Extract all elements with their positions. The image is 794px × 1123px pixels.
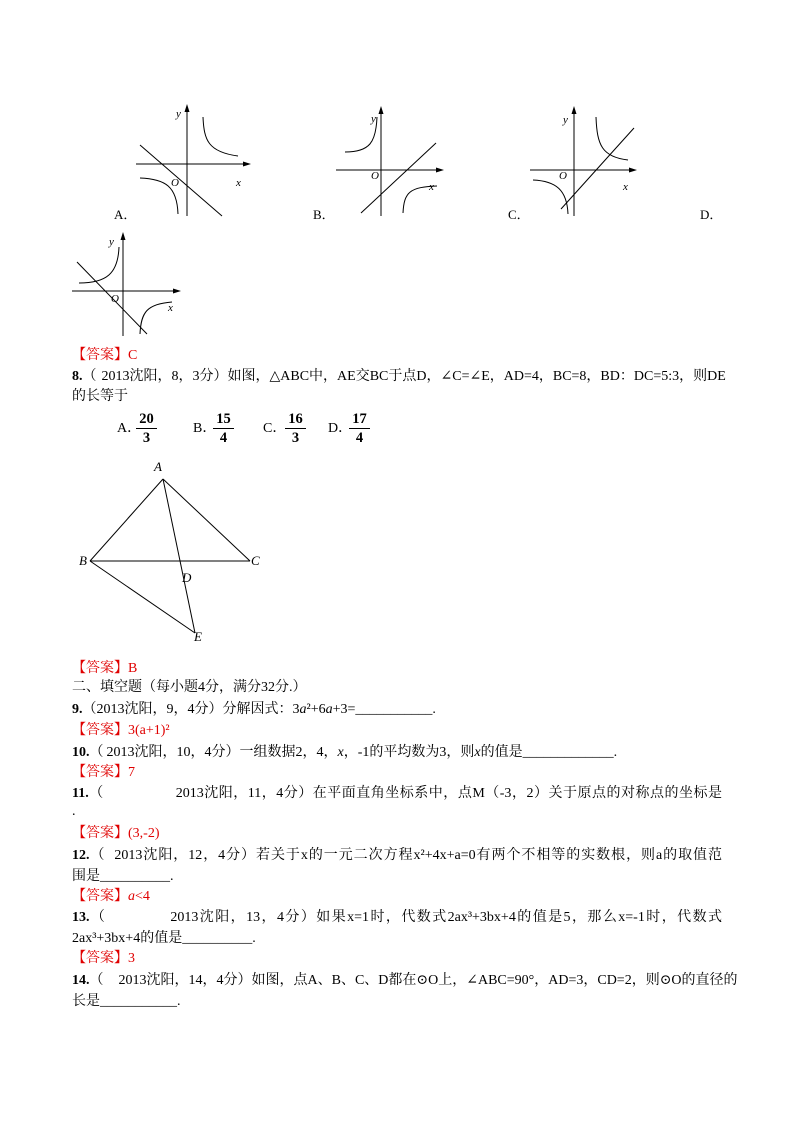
x-axis-arrow — [629, 168, 637, 173]
origin-label: O — [559, 170, 567, 182]
option-a-fraction — [136, 410, 157, 447]
question-text: 的长等于 — [72, 389, 128, 404]
variable-a: a — [299, 702, 307, 717]
segment-ac — [163, 479, 250, 561]
question-text: （2013沈阳，9，4分）分解因式：3 — [82, 702, 300, 717]
answer-value: C — [128, 348, 138, 363]
answer-label: 【答案】 — [72, 889, 128, 904]
answer-line-10 — [72, 763, 135, 783]
question-13-line-2: 2ax³+3bx+4的值是__________. — [72, 931, 256, 946]
option-b-label: B． — [193, 421, 217, 436]
answer-label: 【答案】 — [72, 723, 128, 738]
option-d-fraction — [349, 410, 370, 447]
y-axis-label: y — [371, 113, 376, 125]
question-number: 13. — [72, 910, 90, 925]
graph-option-b — [313, 106, 444, 222]
y-axis-arrow — [572, 106, 577, 114]
question-text: 2013沈阳，11，4分）在平面直角坐标系中，点M（-3，2）关于原点的对称点的坐标是 — [175, 786, 723, 801]
option-letter-d: D． — [700, 207, 723, 222]
question-number: 9. — [72, 702, 83, 717]
answer-value: (3,-2) — [128, 826, 160, 841]
vertex-label-b: B — [79, 553, 87, 568]
question-number: 14. — [72, 973, 90, 988]
hyperbola-branch-upper — [596, 117, 628, 160]
hyperbola-branch-lower — [533, 180, 568, 214]
question-text: 2013沈阳，13，4分）如果x=1时，代数式2ax³+3bx+4的值是5，那么x=-1时，代数式 — [170, 910, 723, 925]
question-14-line-2: 长是___________. — [72, 994, 181, 1009]
question-8-line-1 — [72, 367, 726, 387]
fraction-numerator: 16 — [288, 411, 303, 427]
origin-label: O — [111, 293, 119, 305]
variable-x: x — [337, 745, 344, 760]
answer-variable: a — [128, 889, 135, 904]
question-text: 2013沈阳，10，4分）一组数据2，4， — [106, 745, 338, 760]
x-axis-label: x — [429, 181, 434, 193]
graph-option-c — [508, 106, 637, 222]
question-9 — [72, 700, 436, 720]
y-axis-label: y — [563, 114, 568, 126]
question-12-line-1 — [72, 846, 722, 866]
answer-label: 【答案】 — [72, 951, 128, 966]
vertex-label-a: A — [154, 459, 162, 474]
question-text: +3=___________. — [332, 702, 436, 717]
hyperbola-branch-upper — [203, 117, 238, 156]
y-axis-arrow — [379, 106, 384, 114]
x-axis-arrow — [436, 168, 444, 173]
linear-function-line — [561, 128, 634, 209]
variable-a: a — [325, 702, 333, 717]
option-letter-a: A． — [114, 207, 137, 222]
question-14-line-1 — [72, 971, 738, 991]
answer-line-8 — [72, 659, 137, 679]
option-a-label: A． — [117, 421, 142, 436]
x-axis-label: x — [168, 302, 173, 314]
graph-option-a — [114, 104, 251, 222]
y-axis-arrow — [121, 232, 126, 240]
graph-option-d — [72, 232, 181, 336]
question-text: 2013沈阳，12，4分）若关于x的一元二次方程x²+4x+a=0有两个不相等的实数根，则a的取值范 — [114, 848, 723, 863]
question-paren: （ — [82, 369, 97, 384]
answer-line-11 — [72, 824, 160, 844]
question-text: 2013沈阳，14，4分）如图，点A、B、C、D都在⊙O上，∠ABC=90°，AD=3，CD=2，则⊙O的直径的 — [118, 973, 738, 988]
fraction-denominator: 3 — [142, 430, 151, 446]
fraction-denominator: 4 — [355, 430, 364, 446]
vertex-label-c: C — [251, 553, 260, 568]
question-text: ，-1的平均数为3，则 — [343, 745, 475, 760]
hyperbola-branch-upper — [79, 247, 119, 283]
question-paren: （ — [89, 973, 104, 988]
x-axis-label: x — [623, 181, 628, 193]
y-axis-label: y — [176, 108, 181, 120]
question-text: 的值是_____________. — [480, 745, 618, 760]
x-axis-label: x — [236, 177, 241, 189]
answer-line-9 — [72, 721, 170, 741]
question-number: 10. — [72, 745, 90, 760]
x-axis-arrow — [173, 289, 181, 294]
answer-line-graphs — [72, 346, 137, 366]
answer-label: 【答案】 — [72, 348, 128, 363]
question-paren: （ — [89, 848, 106, 863]
x-axis-arrow — [243, 162, 251, 167]
graph-choices-figure — [0, 95, 794, 345]
question-text: 2013沈阳，8，3分）如图，△ABC中，AE交BC于点D，∠C=∠E，AD=4，BC=8，BD：DC=5:3，则DE — [101, 369, 726, 384]
variable-x: x — [474, 745, 481, 760]
origin-label: O — [371, 170, 379, 182]
question-12-line-2: 围是__________. — [72, 869, 174, 884]
y-axis-arrow — [185, 104, 190, 112]
answer-value: <4 — [135, 889, 150, 904]
segment-ab — [90, 479, 163, 561]
question-paren: （ — [89, 910, 107, 925]
option-letter-c: C． — [508, 207, 530, 222]
answer-value: B — [128, 661, 138, 676]
answer-label: 【答案】 — [72, 661, 128, 676]
fraction-numerator: 17 — [352, 411, 367, 427]
fraction-denominator: 4 — [219, 430, 228, 446]
question-10 — [72, 743, 617, 763]
vertex-label-e: E — [194, 629, 202, 644]
question-paren: （ — [88, 786, 104, 801]
answer-value: 7 — [128, 765, 135, 780]
answer-label: 【答案】 — [72, 765, 128, 780]
answer-line-13 — [72, 949, 135, 969]
question-8-line-2 — [72, 387, 128, 407]
question-number: 8. — [72, 369, 83, 384]
question-number: 11. — [72, 786, 89, 801]
answer-value: 3(a+1)² — [128, 723, 170, 738]
option-b-fraction — [213, 410, 234, 447]
answer-value: 3 — [128, 951, 135, 966]
question-paren: （ — [89, 745, 104, 760]
fraction-numerator: 20 — [139, 411, 154, 427]
vertex-label-d: D — [182, 570, 192, 585]
answer-label: 【答案】 — [72, 826, 128, 841]
y-axis-label: y — [109, 236, 114, 248]
option-letter-b: B． — [313, 207, 335, 222]
question-13-line-1 — [72, 908, 722, 928]
question-number: 12. — [72, 848, 90, 863]
option-c-label: C． — [263, 421, 287, 436]
linear-function-line — [140, 145, 222, 216]
segment-be — [90, 561, 195, 633]
fraction-denominator: 3 — [291, 430, 300, 446]
question-11-line-2: . — [72, 804, 76, 819]
section-heading: 二、填空题（每小题4分，满分32分.） — [72, 680, 307, 695]
answer-line-12 — [72, 887, 150, 907]
origin-label: O — [171, 177, 179, 189]
question-text: ²+6 — [306, 702, 326, 717]
fraction-numerator: 15 — [216, 411, 231, 427]
option-d-label: D． — [328, 421, 353, 436]
option-c-fraction — [285, 410, 306, 447]
triangle-figure — [0, 455, 300, 645]
segment-ae — [163, 479, 195, 633]
question-11-line-1 — [72, 784, 722, 804]
